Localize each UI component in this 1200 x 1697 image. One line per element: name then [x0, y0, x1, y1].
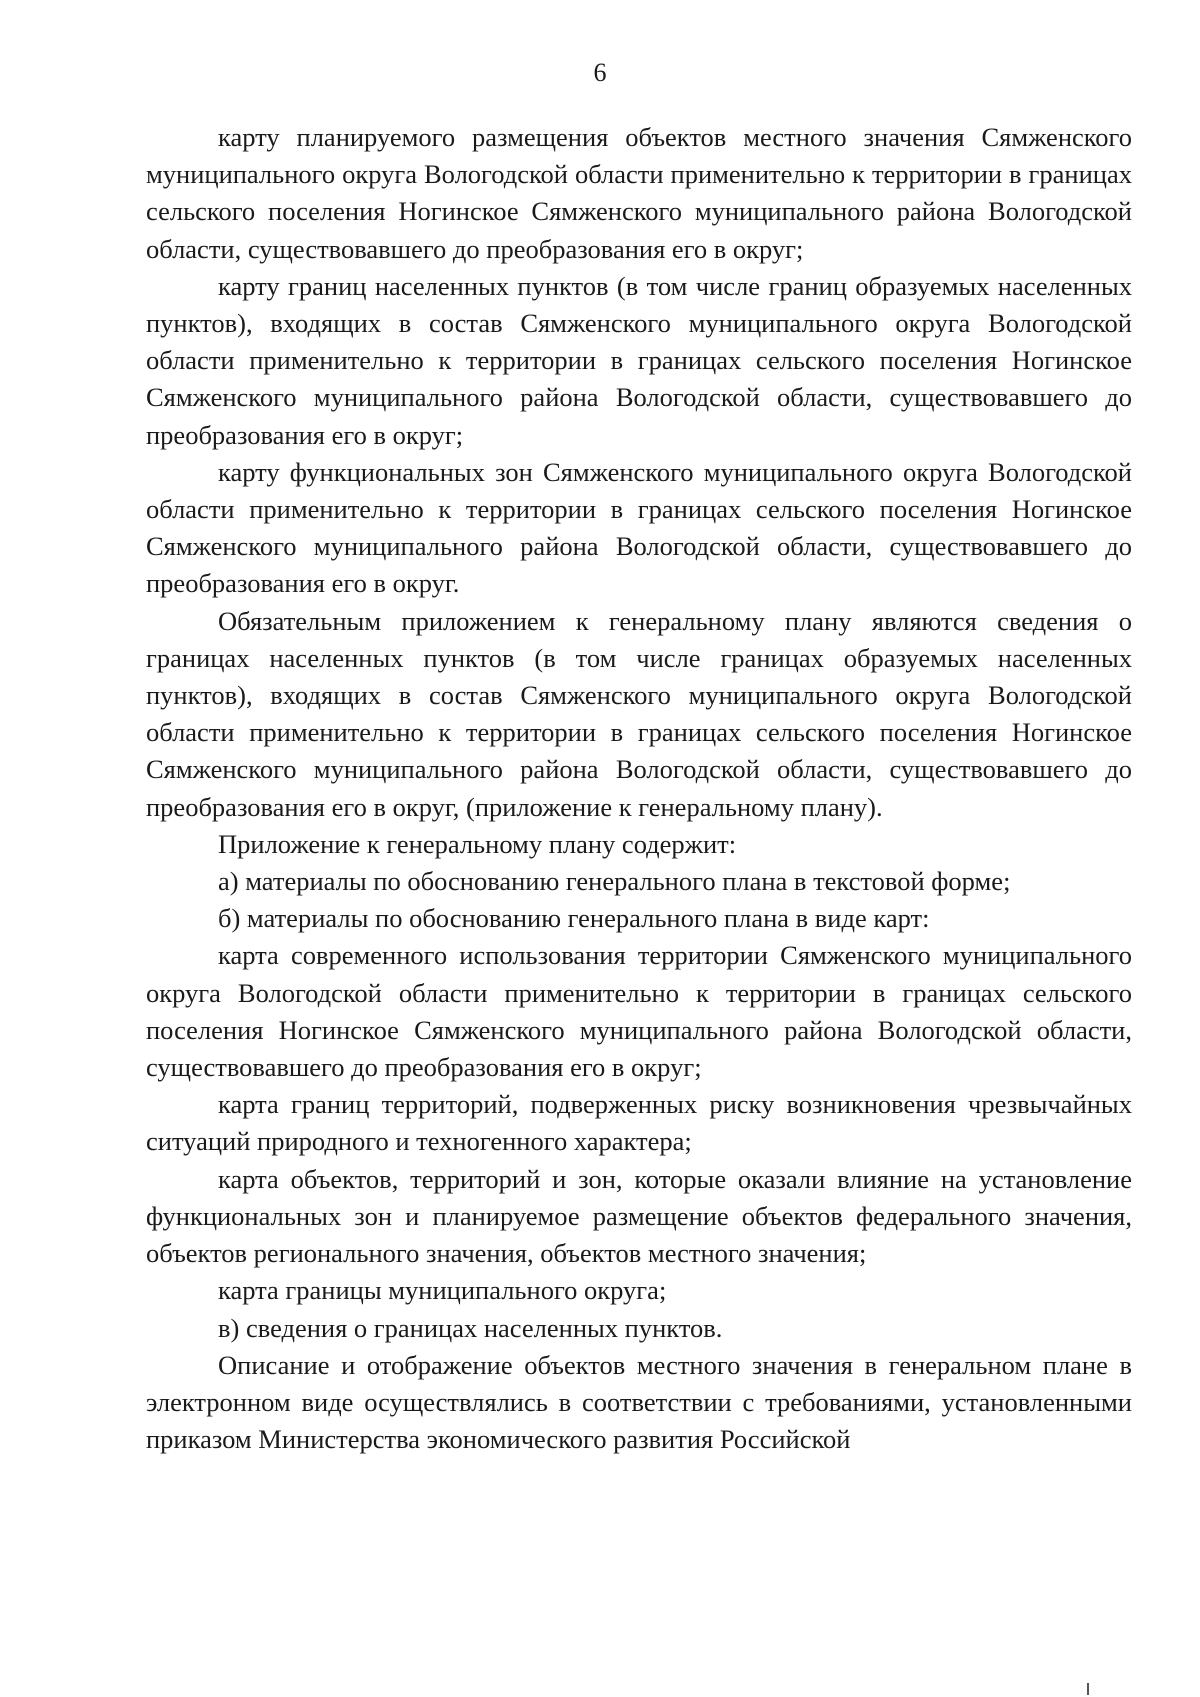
- document-body: [146, 119, 1132, 1458]
- paragraph-functional-zones-map: карту функциональных зон Сямженского муниципального округа Вологодской области применительно к территории в границах сельского поселения Ногинское Сямженского муниципального района Вологодской области, существовавшего до преобразования его в округ.: [146, 456, 1132, 599]
- paragraph-influence-zones-map: карта объектов, территорий и зон, которые оказали влияние на установление функциональных зон и планируемое размещение объектов федерального значения, объектов регионального значения, объектов местного значения;: [146, 1163, 1132, 1269]
- paragraph-appendix-contents: Приложение к генеральному плану содержит:: [218, 828, 737, 859]
- page-number: 6: [593, 58, 607, 87]
- scan-artifact-mark: [1087, 1683, 1089, 1695]
- paragraph-settlement-boundaries-map: карту границ населенных пунктов (в том числе границ образуемых населенных пунктов), входящих в состав Сямженского муниципального округа Вологодской области применительно к территории в границах сельского поселения Ногинское Сямженского муниципального района Вологодской области, существовавшего до преобразования его в округ;: [146, 270, 1132, 450]
- list-item-c: в) сведения о границах населенных пунктов.: [218, 1312, 723, 1343]
- paragraph-settlement-placement-map: карту планируемого размещения объектов местного значения Сямженского муниципального округа Вологодской области применительно к территории в границах сельского поселения Ногинское Сямженского муниципального района Вологодской области, существовавшего до преобразования его в округ;: [146, 122, 1132, 264]
- paragraph-electronic-description: Описание и отображение объектов местного значения в генеральном плане в электронном виде осуществлялись в соответствии с требованиями, установленными приказом Министерства экономического развития Российской: [146, 1349, 1132, 1455]
- paragraph-emergency-risk-map: карта границ территорий, подверженных риску возникновения чрезвычайных ситуаций природного и техногенного характера;: [146, 1089, 1132, 1157]
- paragraph-mandatory-appendix: Обязательным приложением к генеральному плану являются сведения о границах населенных пунктов (в том числе границах образуемых населенных пунктов), входящих в состав Сямженского муниципального округа Вологодской области применительно к территории в границах сельского поселения Ногинское Сямженского муниципального района Вологодской области, существовавшего до преобразования его в округ, (приложение к генеральному плану).: [146, 605, 1132, 822]
- paragraph-district-boundary-map: карта границы муниципального округа;: [218, 1275, 667, 1306]
- paragraph-current-use-map: карта современного использования территории Сямженского муниципального округа Вологодской области применительно к территории в границах сельского поселения Ногинское Сямженского муниципального района Вологодской области, существовавшего до преобразования его в округ;: [146, 940, 1132, 1083]
- list-item-b: б) материалы по обоснованию генерального плана в виде карт:: [218, 903, 930, 934]
- list-item-a: а) материалы по обоснованию генерального плана в текстовой форме;: [218, 866, 1011, 897]
